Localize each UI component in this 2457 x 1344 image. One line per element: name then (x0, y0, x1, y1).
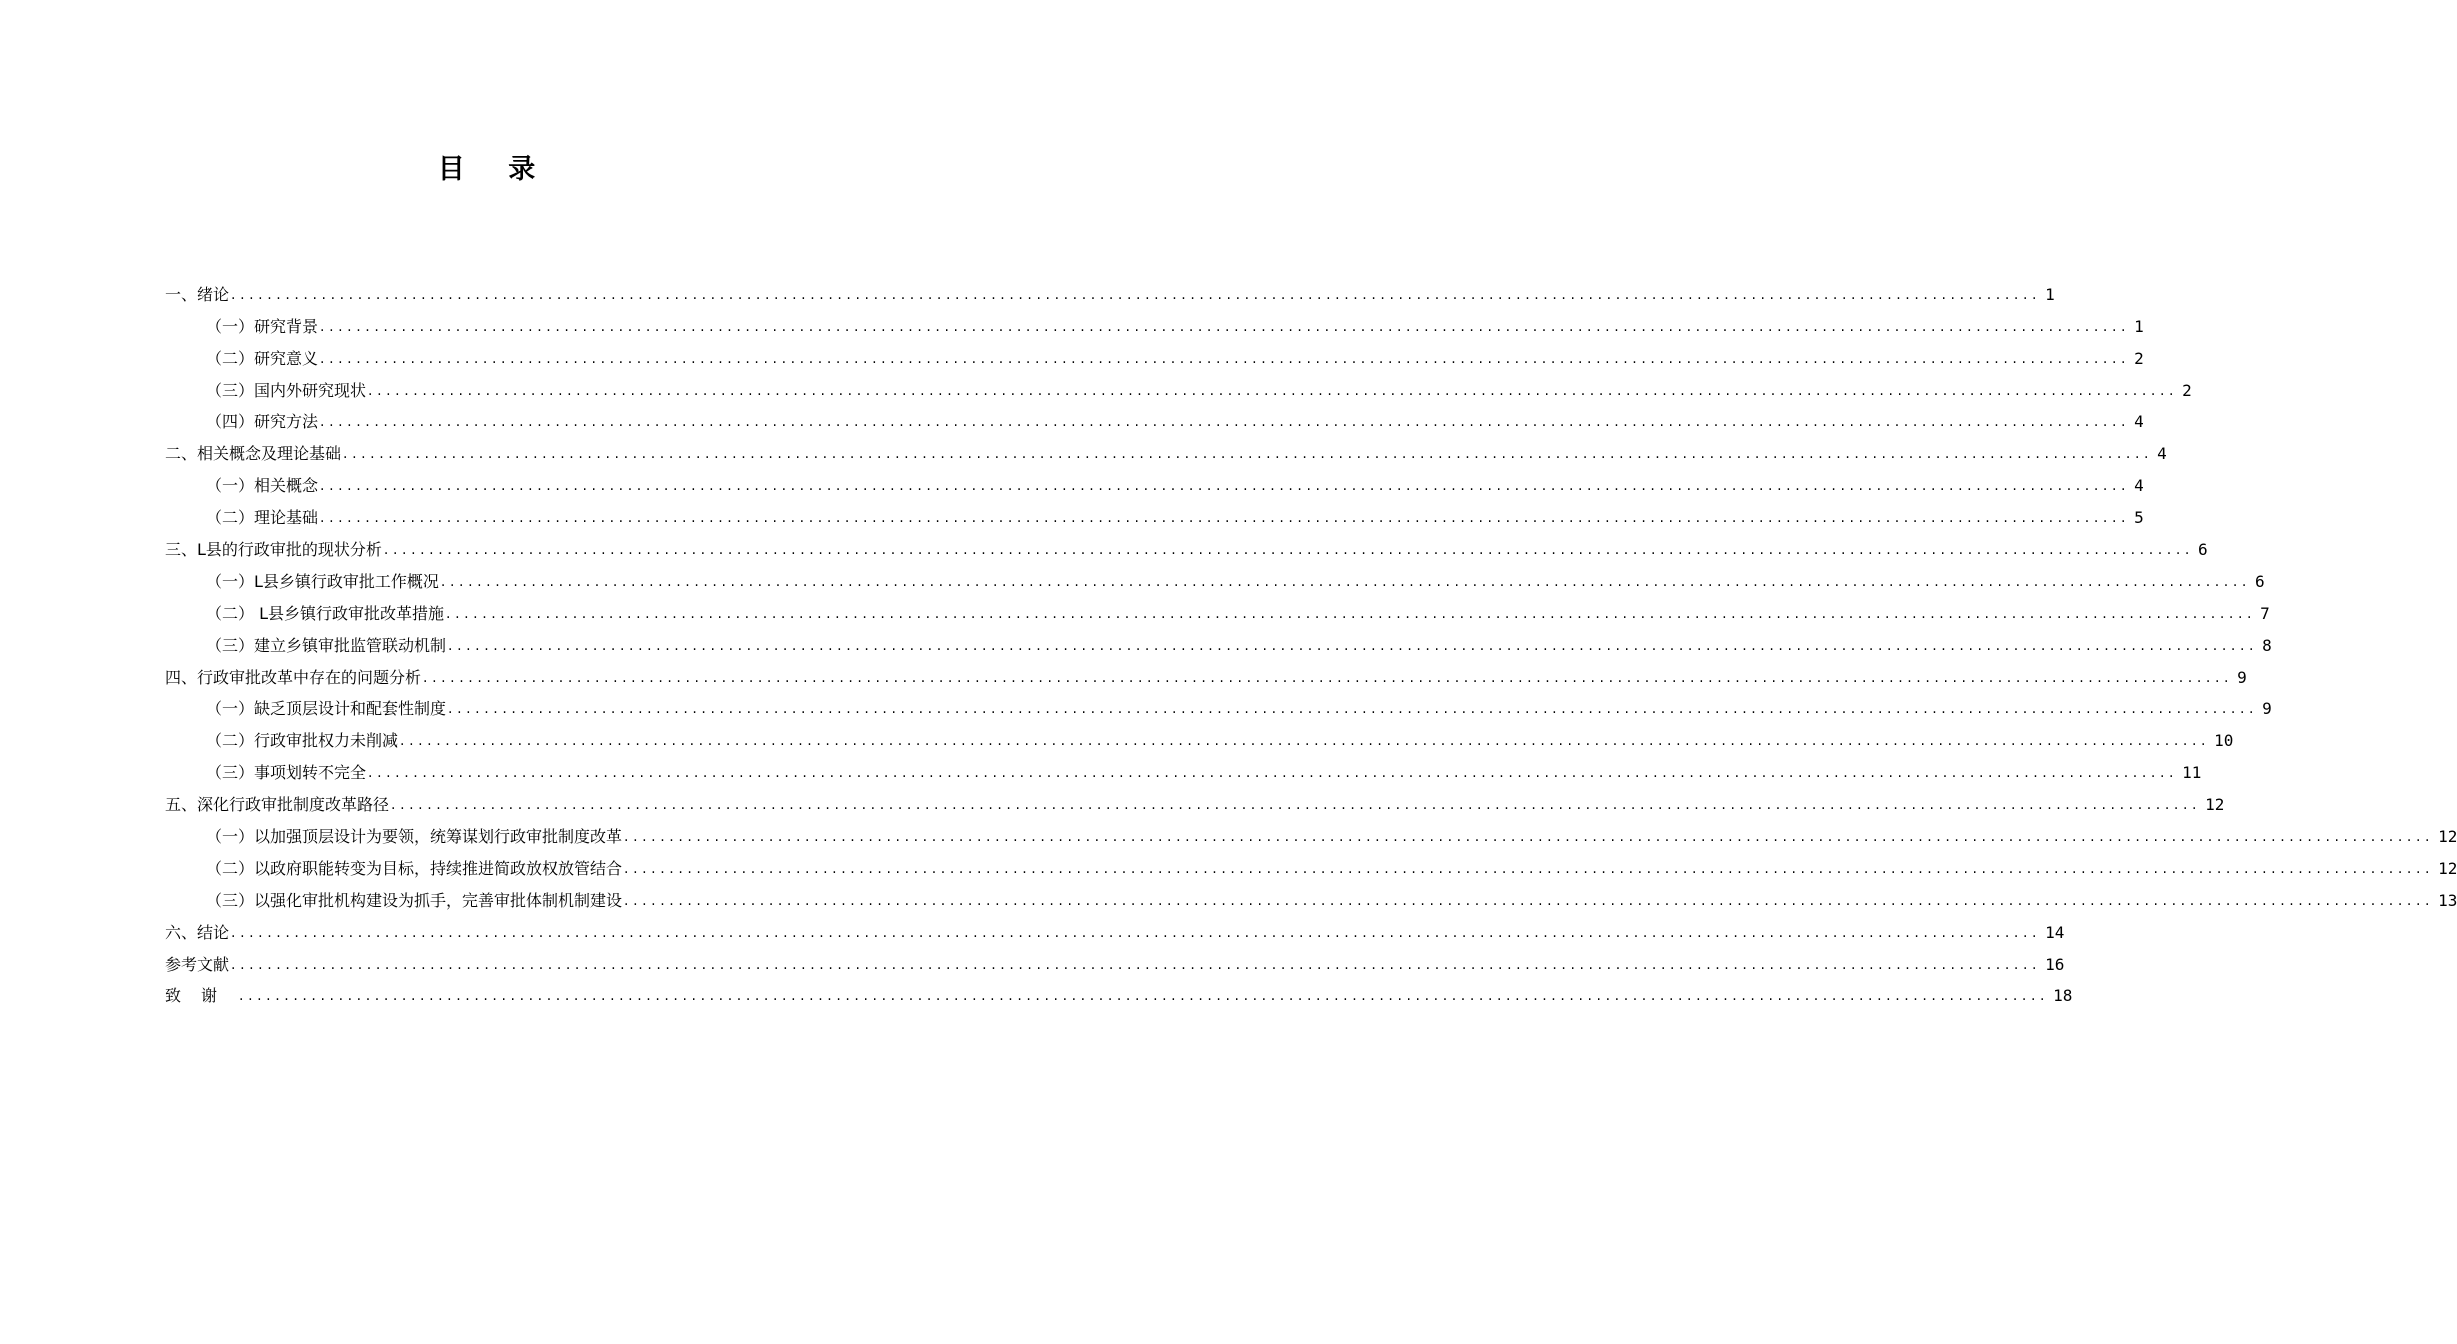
toc-entry[interactable] (165, 689, 2272, 721)
toc-entry-page-number: 11 (2182, 763, 2202, 783)
toc-entry-page-number: 13 (2438, 890, 2457, 910)
toc-entry-label: 四、行政审批改革中存在的问题分析 (165, 667, 422, 687)
toc-entry-label: （三）建立乡镇审批监管联动机制 (206, 635, 447, 655)
toc-entry-label: （三）事项划转不完全 (206, 763, 367, 783)
toc-entry-label: （一）L县乡镇行政审批工作概况 (206, 571, 439, 591)
toc-entry-label: 一、绪论 (165, 284, 230, 304)
toc-entry[interactable] (165, 402, 2144, 434)
toc-entry-page-number: 8 (2262, 635, 2272, 655)
toc-entry-label: （四）研究方法 (206, 412, 319, 432)
toc-entry-label: 致谢 (165, 986, 238, 1006)
toc-entry-label: （二）行政审批权力未削减 (206, 731, 399, 751)
toc-dot-leader: ........................................................................................................................................................................................................ (446, 605, 2257, 622)
toc-dot-leader: ........................................................................................................................................................................................................ (320, 414, 2131, 431)
toc-entry[interactable] (165, 465, 2144, 497)
toc-entry-page-number: 12 (2438, 827, 2457, 847)
toc-entry-page-number: 1 (2134, 316, 2144, 336)
toc-dot-leader: ........................................................................................................................................................................................................ (231, 924, 2042, 941)
toc-entry[interactable] (165, 561, 2265, 593)
toc-entry[interactable] (165, 784, 2225, 816)
toc-entry-label: （三）以强化审批机构建设为抓手，完善审批体制机制建设 (206, 890, 623, 910)
toc-dot-leader: ........................................................................................................................................................................................................ (368, 382, 2179, 399)
toc-dot-leader: ........................................................................................................................................................................................................ (624, 829, 2435, 846)
toc-entry[interactable] (165, 720, 2234, 752)
toc-entry-label: 三、L县的行政审批的现状分析 (165, 540, 382, 560)
toc-entry-page-number: 12 (2205, 795, 2225, 815)
toc-entry[interactable] (165, 912, 2065, 944)
toc-dot-leader: ........................................................................................................................................................................................................ (368, 765, 2179, 782)
toc-dot-leader: ........................................................................................................................................................................................................ (320, 350, 2131, 367)
toc-entry[interactable] (165, 306, 2144, 338)
toc-dot-leader: ........................................................................................................................................................................................................ (423, 669, 2234, 686)
toc-entry-page-number: 5 (2134, 508, 2144, 528)
toc-entry-label: （二） L县乡镇行政审批改革措施 (206, 603, 445, 623)
toc-entry[interactable] (165, 529, 2208, 561)
toc-entry-page-number: 12 (2438, 858, 2457, 878)
toc-entry[interactable] (165, 816, 2457, 848)
toc-entry-label: 参考文献 (165, 954, 230, 974)
toc-entry[interactable] (165, 338, 2144, 370)
toc-dot-leader: ........................................................................................................................................................................................................ (231, 286, 2042, 303)
toc-entry-page-number: 2 (2134, 348, 2144, 368)
toc-dot-leader: ........................................................................................................................................................................................................ (320, 510, 2131, 527)
toc-entry[interactable] (165, 848, 2457, 880)
toc-entry-page-number: 4 (2157, 444, 2167, 464)
toc-dot-leader: ........................................................................................................................................................................................................ (624, 892, 2435, 909)
toc-entry[interactable] (165, 944, 2065, 976)
toc-entry[interactable] (165, 370, 2192, 402)
toc-entry-label: （三）国内外研究现状 (206, 380, 367, 400)
toc-entry-label: （一）以加强顶层设计为要领，统筹谋划行政审批制度改革 (206, 827, 623, 847)
toc-entry[interactable] (165, 274, 2055, 306)
toc-entry[interactable] (165, 433, 2167, 465)
toc-entry[interactable] (165, 497, 2144, 529)
toc-entry-page-number: 1 (2045, 284, 2055, 304)
toc-dot-leader: ........................................................................................................................................................................................................ (239, 988, 2050, 1005)
toc-entry-label: （一）缺乏顶层设计和配套性制度 (206, 699, 447, 719)
toc-entry-page-number: 18 (2053, 986, 2073, 1006)
toc-entry-label: 二、相关概念及理论基础 (165, 444, 342, 464)
toc-entry-page-number: 10 (2214, 731, 2234, 751)
toc-entry-label: （一）研究背景 (206, 316, 319, 336)
toc-entry-label: 五、深化行政审批制度改革路径 (165, 795, 390, 815)
toc-entry[interactable] (165, 976, 2073, 1008)
toc-entry[interactable] (165, 625, 2272, 657)
toc-entry-label: （一）相关概念 (206, 476, 319, 496)
toc-entry-page-number: 4 (2134, 412, 2144, 432)
toc-dot-leader: ........................................................................................................................................................................................................ (391, 797, 2202, 814)
toc-entry-page-number: 7 (2260, 603, 2270, 623)
toc-entry-label: 六、结论 (165, 922, 230, 942)
toc-entry-page-number: 16 (2045, 954, 2065, 974)
toc-dot-leader: ........................................................................................................................................................................................................ (320, 318, 2131, 335)
toc-entry-page-number: 9 (2237, 667, 2247, 687)
toc-entry-page-number: 14 (2045, 922, 2065, 942)
toc-dot-leader: ........................................................................................................................................................................................................ (320, 478, 2131, 495)
toc-entry-page-number: 9 (2262, 699, 2272, 719)
toc-entry[interactable] (165, 657, 2247, 689)
toc-entry[interactable] (165, 752, 2202, 784)
toc-entry[interactable] (165, 880, 2457, 912)
toc-dot-leader: ........................................................................................................................................................................................................ (400, 733, 2211, 750)
toc-dot-leader: ........................................................................................................................................................................................................ (448, 701, 2259, 718)
table-of-contents (165, 274, 2457, 1007)
toc-entry-label: （二）以政府职能转变为目标，持续推进简政放权放管结合 (206, 858, 623, 878)
toc-entry-page-number: 6 (2254, 571, 2265, 591)
page-title: 目 录 (437, 154, 553, 185)
toc-entry[interactable] (165, 593, 2270, 625)
toc-entry-page-number: 4 (2134, 476, 2144, 496)
toc-entry-label: （二）理论基础 (206, 508, 319, 528)
toc-entry-page-number: 6 (2197, 540, 2208, 560)
toc-dot-leader: ........................................................................................................................................................................................................ (448, 637, 2259, 654)
toc-dot-leader: ........................................................................................................................................................................................................ (231, 956, 2042, 973)
toc-dot-leader: ........................................................................................................................................................................................................ (440, 573, 2251, 590)
toc-dot-leader: ........................................................................................................................................................................................................ (383, 542, 2194, 559)
toc-dot-leader: ........................................................................................................................................................................................................ (343, 446, 2154, 463)
toc-entry-page-number: 2 (2182, 380, 2192, 400)
toc-entry-label: （二）研究意义 (206, 348, 319, 368)
toc-dot-leader: ........................................................................................................................................................................................................ (624, 860, 2435, 877)
